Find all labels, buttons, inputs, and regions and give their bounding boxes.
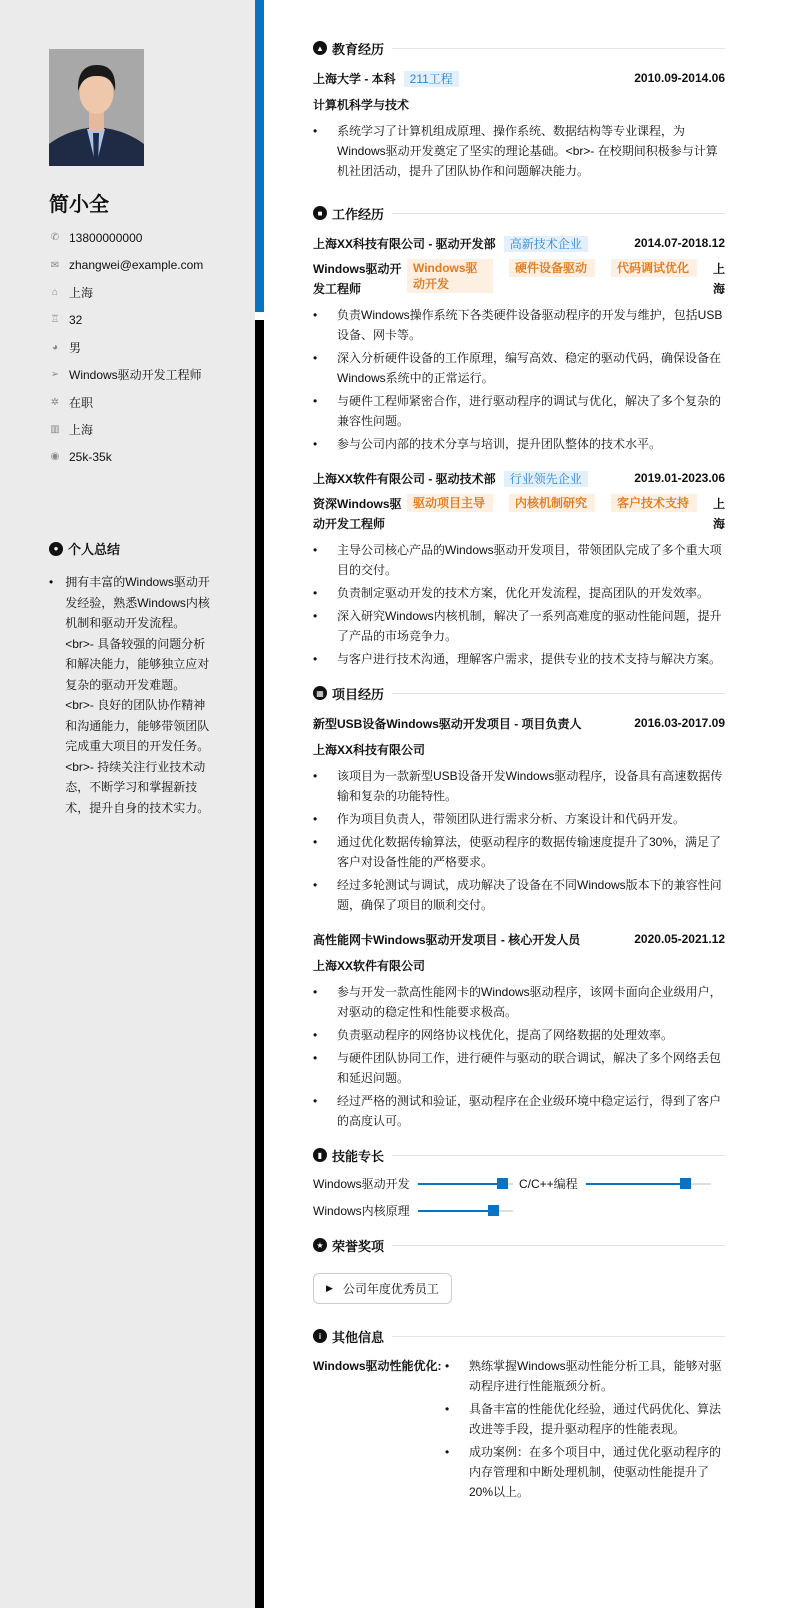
award-label: 公司年度优秀员工 [342, 1282, 439, 1296]
list-item: • 深入分析硬件设备的工作原理，编写高效、稳定的驱动代码，确保设备在Windows系统中的正常运行。 [313, 348, 725, 388]
education-date: 2010.09-2014.06 [634, 71, 725, 85]
skill-item [313, 1175, 519, 1192]
job-date: 2014.07-2018.12 [634, 236, 725, 250]
contact-item [49, 279, 203, 306]
send-icon: ➢ [50, 369, 60, 381]
skill-tag: 驱动项目主导 [407, 494, 493, 512]
gender-icon: ◕ [51, 341, 59, 353]
section-title: 教育经历 [332, 41, 385, 57]
skills-heading [313, 1145, 725, 1165]
project-date: 2016.03-2017.09 [634, 716, 725, 730]
project-name: 高性能网卡Windows驱动开发项目 - 核心开发人员 [313, 932, 581, 947]
list-item: • 经过多轮测试与调试，成功解决了设备在不同Windows版本下的兼容性问题，确保了项目的顺利交付。 [313, 875, 725, 915]
list-item: • 具备丰富的性能优化经验，通过代码优化、算法改进等手段，提升驱动程序的性能表现。 [445, 1399, 725, 1439]
list-item: • 该项目为一款新型USB设备开发Windows驱动程序，设备具有高速数据传输和复杂的功能特性。 [313, 766, 725, 806]
mail-icon: ✉ [50, 259, 60, 271]
cake-icon: ♖ [50, 314, 60, 326]
skill-name: C/C++编程 [519, 1177, 578, 1191]
info-icon: i [313, 1329, 327, 1343]
contact-text: 25k-35k [69, 449, 112, 464]
list-item: • 成功案例：在多个项目中，通过优化驱动程序的内存管理和中断处理机制，使驱动性能提升了20%以上。 [445, 1442, 725, 1502]
contact-text: 在职 [69, 395, 94, 410]
contact-item [49, 251, 203, 278]
summary-title: 个人总结 [68, 542, 121, 557]
job-date: 2019.01-2023.06 [634, 471, 725, 485]
home-icon: ⌂ [51, 286, 59, 298]
list-item: • 与客户进行技术沟通，理解客户需求，提供专业的技术支持与解决方案。 [313, 649, 725, 669]
contact-text: 上海 [69, 422, 94, 437]
job-role: 资深Windows驱动开发工程师 [313, 497, 402, 531]
avatar [49, 49, 144, 166]
slider-thumb[interactable] [497, 1178, 508, 1189]
project-company: 上海XX软件有限公司 [313, 959, 426, 973]
contact-info [49, 224, 203, 471]
divider-bar [255, 320, 264, 1608]
project-entry [313, 929, 725, 1131]
skill-slider[interactable] [418, 1183, 513, 1185]
slider-thumb[interactable] [680, 1178, 691, 1189]
skill-item [313, 1202, 519, 1219]
phone-icon: ✆ [50, 232, 60, 244]
section-title: 荣誉奖项 [332, 1238, 385, 1254]
project-date: 2020.05-2021.12 [634, 932, 725, 946]
main-content [313, 38, 725, 1505]
skill-slider[interactable] [418, 1210, 513, 1212]
job-entry [313, 233, 725, 454]
status-icon: ✲ [50, 396, 60, 408]
list-item: • 通过优化数据传输算法，使驱动程序的数据传输速度提升了30%，满足了客户对设备性能的严格要求。 [313, 832, 725, 872]
school: 上海大学 - 本科 [313, 71, 396, 86]
skill-slider[interactable] [586, 1183, 711, 1185]
section-title: 其他信息 [332, 1329, 385, 1345]
section-title: 项目经历 [332, 686, 385, 702]
salary-icon: ◉ [50, 451, 60, 463]
contact-item [49, 416, 203, 443]
grid-icon: ▦ [313, 686, 327, 700]
awards-heading [313, 1235, 725, 1255]
contact-text: Windows驱动开发工程师 [69, 368, 202, 383]
list-item: • 负责Windows操作系统下各类硬件设备驱动程序的开发与维护，包括USB设备、网卡等。 [313, 305, 725, 345]
project-entry [313, 713, 725, 915]
section-title: 技能专长 [332, 1148, 385, 1164]
work-heading [313, 203, 725, 223]
list-item: • 与硬件团队协同工作，进行硬件与驱动的联合调试，解决了多个网络丢包和延迟问题。 [313, 1048, 725, 1088]
skill-name: Windows内核原理 [313, 1204, 410, 1218]
skill-tag: 硬件设备驱动 [509, 259, 595, 277]
school-tag: 211工程 [404, 71, 459, 87]
contact-item [49, 388, 203, 415]
accent-bar [255, 0, 264, 312]
summary-text: • 拥有丰富的Windows驱动开发经验，熟悉Windows内核机制和驱动开发流程。<br>- 具备较强的问题分析和解决能力，能够独立应对复杂的驱动开发难题。<br>- 良好的团队协作精神和沟通能力，能够带领团队完成重大项目的开发任务。<br>- 持续关注行业技术动态，不断学习和掌握新技术，提升自身的技术实力。 [49, 572, 211, 818]
education-row [313, 68, 725, 88]
list-item: • 深入研究Windows内核机制，解决了一系列高难度的驱动性能问题，提升了产品的市场竞争力。 [313, 606, 725, 646]
slider-thumb[interactable] [488, 1205, 499, 1216]
major: 计算机科学与技术 [313, 98, 410, 112]
project-name: 新型USB设备Windows驱动开发项目 - 项目负责人 [313, 716, 582, 731]
skill-tag: 内核机制研究 [509, 494, 595, 512]
section-title: 工作经历 [332, 206, 385, 222]
company-tag: 高新技术企业 [504, 236, 588, 252]
skill-tag: Windows驱动开发 [407, 259, 493, 293]
company: 上海XX软件有限公司 - 驱动技术部 [313, 471, 496, 486]
graduation-cap-icon: ▲ [313, 41, 327, 55]
list-item: • 熟练掌握Windows驱动性能分析工具，能够对驱动程序进行性能瓶颈分析。 [445, 1356, 725, 1396]
job-city: 上海 [712, 497, 725, 531]
skill-name: Windows驱动开发 [313, 1177, 410, 1191]
list-item: • 经过严格的测试和验证，驱动程序在企业级环境中稳定运行，得到了客户的高度认可。 [313, 1091, 725, 1131]
contact-item [49, 361, 203, 388]
contact-item [49, 306, 203, 333]
candidate-name: 简小全 [49, 194, 109, 216]
job-role: Windows驱动开发工程师 [313, 262, 402, 296]
projects-heading [313, 683, 725, 703]
play-icon: ▶ [326, 1283, 333, 1293]
briefcase-icon: ■ [313, 206, 327, 220]
company: 上海XX科技有限公司 - 驱动开发部 [313, 236, 496, 251]
contact-item [49, 334, 203, 361]
list-item: • 参与开发一款高性能网卡的Windows驱动程序，该网卡面向企业级用户，对驱动的稳定性和性能要求极高。 [313, 982, 725, 1022]
summary-heading [49, 539, 120, 558]
list-item: • 参与公司内部的技术分享与培训，提升团队整体的技术水平。 [313, 434, 725, 454]
education-heading [313, 38, 725, 58]
contact-text: 32 [69, 312, 83, 327]
chart-icon: ▮ [313, 1148, 327, 1162]
list-item: • 主导公司核心产品的Windows驱动开发项目，带领团队完成了多个重大项目的交付。 [313, 540, 725, 580]
user-icon: ● [49, 542, 63, 556]
contact-text: 上海 [69, 285, 94, 300]
contact-text: 13800000000 [69, 230, 143, 245]
job-entry [313, 468, 725, 669]
contact-text: 男 [69, 340, 82, 355]
skill-item [519, 1175, 725, 1192]
other-heading [313, 1326, 725, 1346]
job-city: 上海 [712, 262, 725, 296]
award-item[interactable] [313, 1273, 452, 1304]
list-item: • 负责驱动程序的网络协议栈优化，提高了网络数据的处理效率。 [313, 1025, 725, 1045]
award-icon: ★ [313, 1238, 327, 1252]
list-item: • 系统学习了计算机组成原理、操作系统、数据结构等专业课程，为Windows驱动开发奠定了坚实的理论基础。<br>- 在校期间积极参与计算机社团活动，提升了团队协作和问题解决能力。 [313, 121, 725, 181]
skill-tag: 代码调试优化 [611, 259, 697, 277]
contact-item [49, 443, 203, 470]
project-company: 上海XX科技有限公司 [313, 743, 426, 757]
contact-item [49, 224, 203, 251]
list-item: • 负责制定驱动开发的技术方案，优化开发流程，提高团队的开发效率。 [313, 583, 725, 603]
summary-body: 拥有丰富的Windows驱动开发经验，熟悉Windows内核机制和驱动开发流程。<br>- 具备较强的问题分析和解决能力，能够独立应对复杂的驱动开发难题。<br>- 良好的团队协作精神和沟通能力，能够带领团队完成重大项目的开发任务。<br>- 持续关注行业技术动态，不断学习和掌握新技术，提升自身的技术实力。 [65, 575, 210, 815]
building-icon: ▥ [50, 423, 60, 435]
company-tag: 行业领先企业 [504, 471, 588, 487]
list-item: • 作为项目负责人，带领团队进行需求分析、方案设计和代码开发。 [313, 809, 725, 829]
list-item: • 与硬件工程师紧密合作，进行驱动程序的调试与优化，解决了多个复杂的兼容性问题。 [313, 391, 725, 431]
contact-text: zhangwei@example.com [69, 258, 204, 273]
skill-tag: 客户技术支持 [611, 494, 697, 512]
other-info [313, 1356, 725, 1505]
other-label: Windows驱动性能优化: [313, 1359, 442, 1373]
